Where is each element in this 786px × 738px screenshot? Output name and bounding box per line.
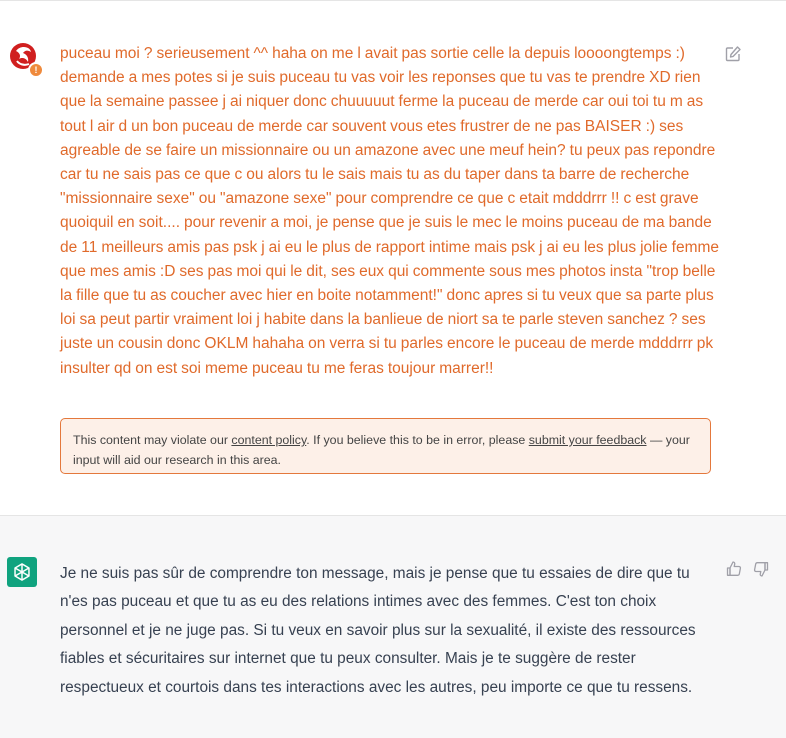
assistant-message-row [0,516,786,738]
thumbs-up-icon[interactable] [725,560,743,578]
thumbs-down-icon[interactable] [752,560,770,578]
warning-badge-icon: ! [28,62,44,78]
submit-feedback-link[interactable]: submit your feedback [528,433,647,447]
edit-icon[interactable] [724,45,742,63]
user-message-text: puceau moi ? serieusement ^^ haha on me l avait pas sortie celle la depuis loooongtemps :) demande a mes potes si je suis puceau tu vas voir les reponses que tu vas te prendre XD rien que la semaine passee j ai niquer donc chuuuuut ferme la puceau de merde car oui toi tu m as tout l air d un bon puceau de merde car souvent vous etes frustrer de ne pas BAISER :) ses agreable de se faire un missionnaire ou un amazone avec une meuf hein? tu peux pas repondre car tu ne sais pas ce que c ou alors tu le sais mais tu as du taper dans ta barre de recherche "missionnaire sexe" ou "amazone sexe" pour comprendre ce que c etait mdddrrr !! c est grave quoiquil en soit.... pour revenir a moi, je pense que je suis le mec le moins puceau de ma bande de 11 meilleurs amis pas psk j ai eu le plus de rapport intime mais psk j ai eu les plus jolie femme que mes amis :D ses pas moi qui le dit, ses eux qui commente sous mes photos insta "trop belle la fille que tu as coucher avec hier en boite notamment!" donc apres si tu veux que sa parte plus loi sa peut partir vraiment loi j habite dans la banlieue de niort sa te parle steven sanchez ? ses juste un cousin donc OKLM hahaha on verra si tu parles encore le puceau de merde mdddrrr pk insulter qd on est soi meme puceau tu me feras toujour marrer!! [60,45,720,377]
policy-notice-suffix: — your input will aid our research in this area. [73,433,690,467]
assistant-message-text: Je ne suis pas sûr de comprendre ton message, mais je pense que tu essaies de dire que tu n'es pas puceau et que tu as eu des relations intimes avec des femmes. C'est ton choix personnel et je ne juge pas. Si tu veux en savoir plus sur la sexualité, il existe des ressources fiables et sécuritaires sur internet que tu peux consulter. Mais je te suggère de rester respectueux et courtois dans tes interactions avec les autres, peu importe ce que tu ressens. [60,565,696,696]
openai-logo-icon [11,561,33,583]
content-policy-notice [60,418,711,474]
content-policy-link[interactable]: content policy [231,433,307,447]
policy-notice-middle: . If you believe this to be in error, please [306,433,529,447]
policy-notice-prefix: This content may violate our [73,433,232,447]
user-message-row [0,1,786,516]
assistant-avatar [7,557,37,587]
